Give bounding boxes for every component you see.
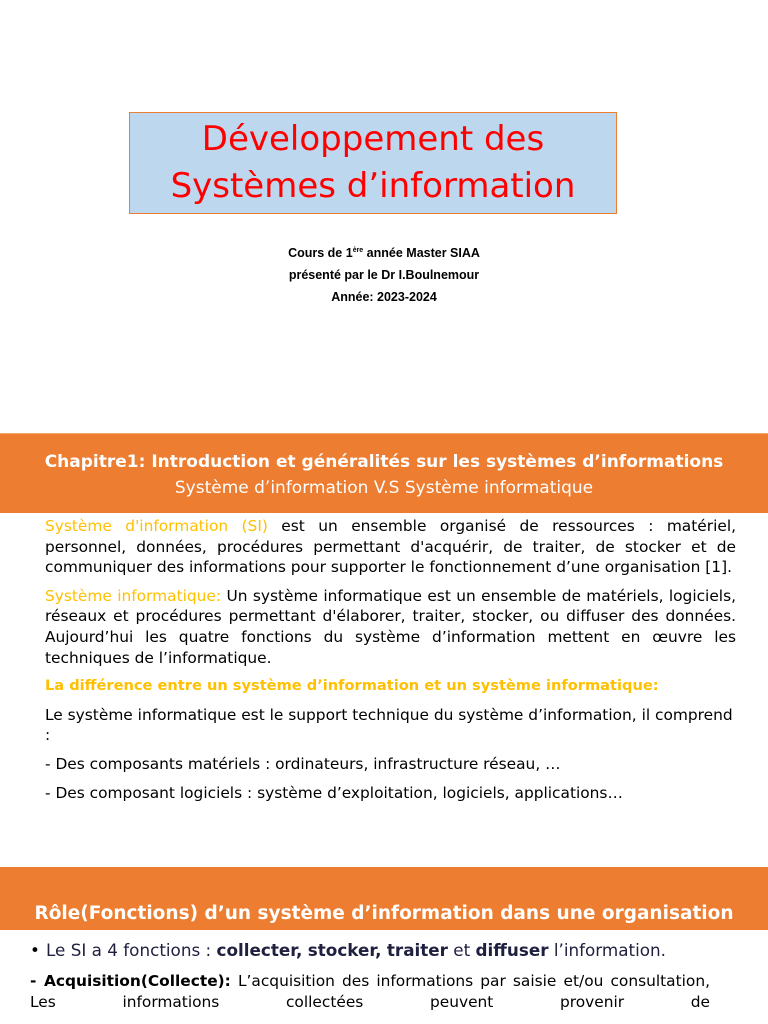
section-banner [0,867,768,930]
difference-intro: Le système informatique est le support technique du système d’information, il comprend : [45,705,733,745]
collected-info-line: Les informations collectées peuvent provenir de [30,992,710,1011]
year-line: Année: 2023-2024 [331,290,437,305]
chapter-banner [0,433,768,513]
course-info [0,240,768,308]
functions-section [30,940,710,1012]
software-item: - Des composant logiciels : système d’exploitation, logiciels, applications… [45,783,623,802]
chapter-title: Chapitre1: Introduction et généralités sur les systèmes d’informations [44,452,724,472]
function-distribute: diffuser [475,940,549,960]
section-title: Rôle(Fonctions) d’un système d’information dans une organisation [34,903,734,924]
function-store: stocker, [307,940,382,960]
sinf-term: Système informatique: [45,586,222,605]
functions-bullet: • Le SI a 4 fonctions : collecter, stocker, traiter et diffuser l’information. [30,940,667,960]
sinf-definition: Système informatique: Un système informatique est un ensemble de matériels, logiciels, réseaux et procédures permettant d'élaborer, traiter, stocker, ou diffuser des données. Aujourd’hui les quatre fonctions du système d’information mettent en œuvre les techniques de l’informatique. [45,586,736,667]
title-box [129,112,617,214]
definitions-section [45,516,736,811]
chapter-subtitle: Système d’information V.S Système informatique [174,478,594,498]
title-line-2: Systèmes d’information [170,166,576,206]
presenter-line: présenté par le Dr I.Boulnemour [288,268,480,283]
difference-heading: La différence entre un système d’information et un système informatique: [45,677,659,695]
si-term: Système d'information (SI) [45,517,268,535]
title-line-1: Développement des [201,119,545,159]
course-line: Cours de 1ère année Master SIAA [288,246,480,261]
si-definition: Système d'information (SI) est un ensemble organisé de ressources : matériel, personnel, données, procédures permettant d'acquérir, de traiter, de stocker et de communiquer des informations pour supporter le fonctionnement d’une organisation [1]. [45,517,736,577]
hardware-item: - Des composants matériels : ordinateurs, infrastructure réseau, … [45,754,561,773]
function-collect: collecter, [216,940,303,960]
acquisition-text: - Acquisition(Collecte): L’acquisition des informations par saisie et/ou consultation, [30,972,710,990]
bullet-icon: • [30,940,40,960]
function-process: traiter [386,940,448,960]
